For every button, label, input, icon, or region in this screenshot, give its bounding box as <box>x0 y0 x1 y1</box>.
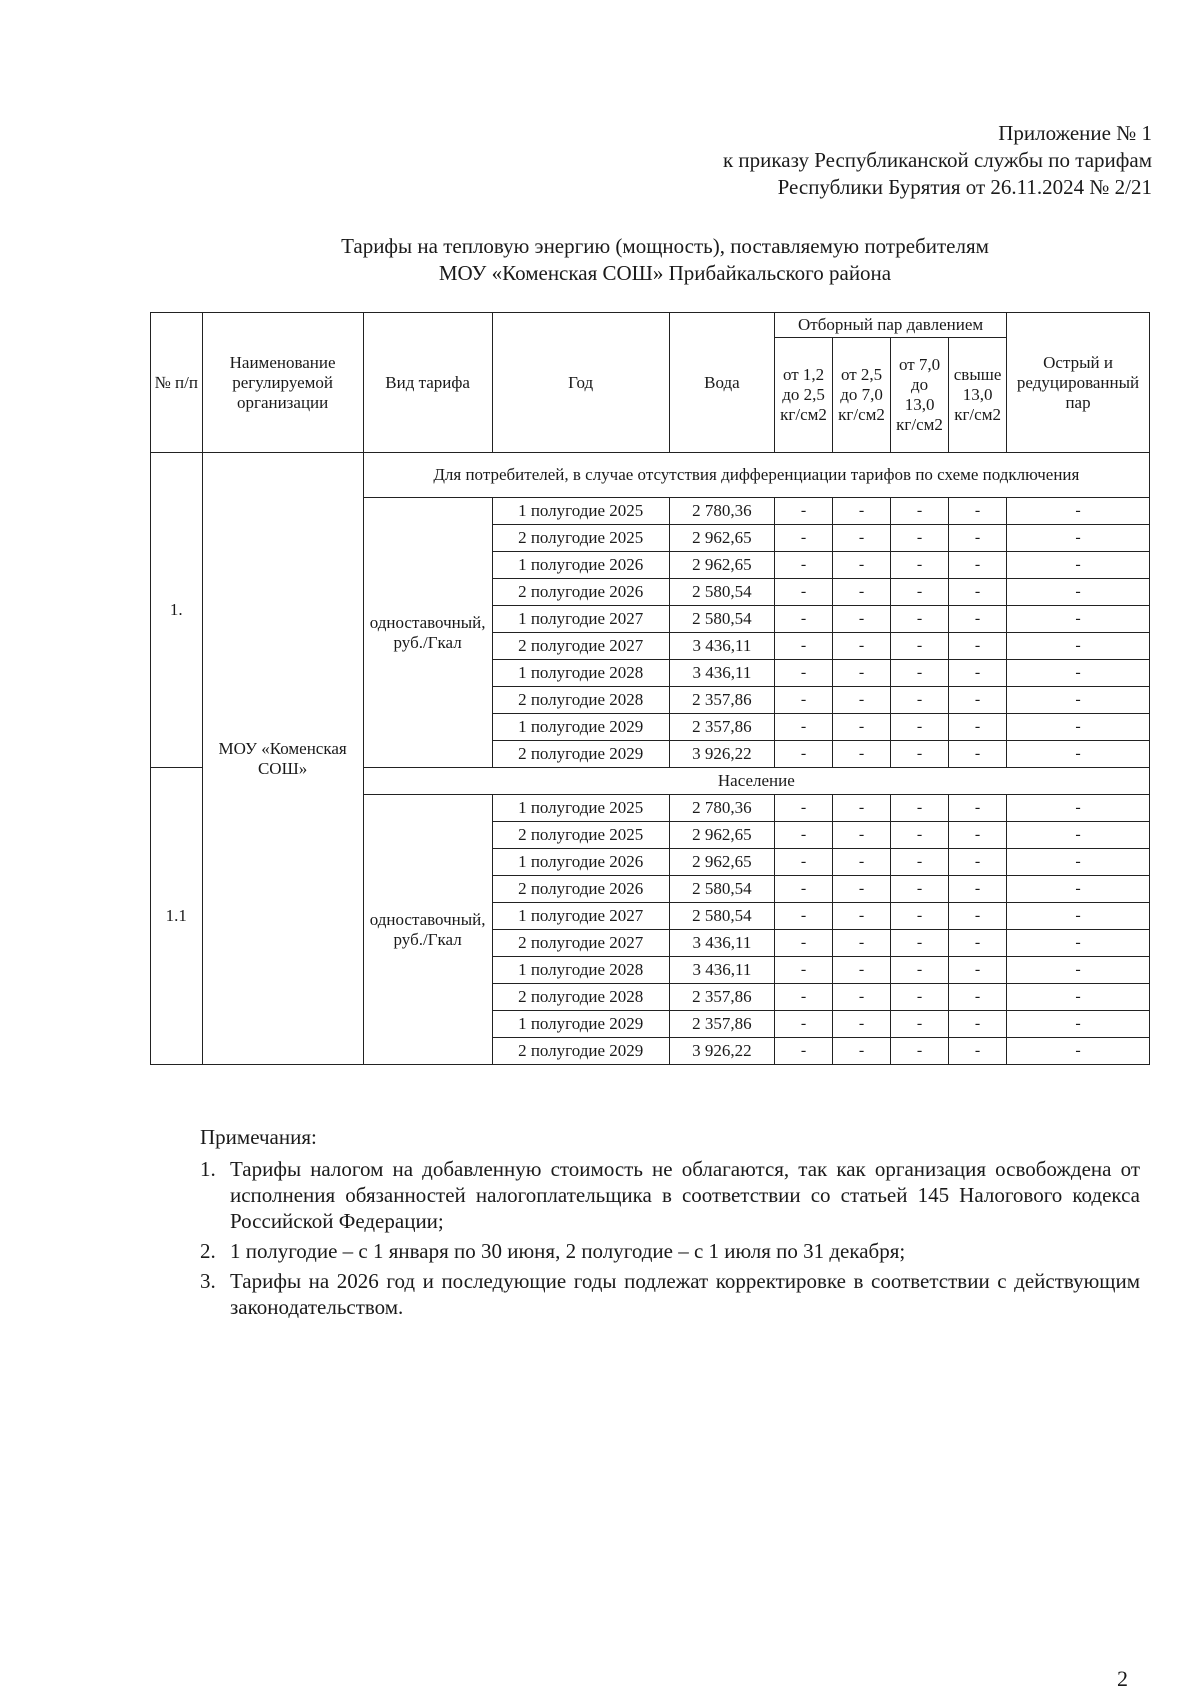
sharp-steam-tariff-cell: - <box>1007 849 1150 876</box>
sharp-steam-tariff-cell: - <box>1007 498 1150 525</box>
steam-tariff-cell: - <box>949 552 1007 579</box>
period-cell: 2 полугодие 2028 <box>492 984 669 1011</box>
steam-tariff-cell: - <box>775 714 833 741</box>
steam-tariff-cell: - <box>775 687 833 714</box>
header-steam-4: свыше 13,0 кг/см2 <box>949 338 1007 453</box>
water-tariff-cell: 3 926,22 <box>669 741 774 768</box>
steam-tariff-cell: - <box>775 903 833 930</box>
steam-tariff-cell: - <box>775 957 833 984</box>
steam-tariff-cell: - <box>891 606 949 633</box>
period-cell: 1 полугодие 2026 <box>492 552 669 579</box>
sharp-steam-tariff-cell: - <box>1007 876 1150 903</box>
water-tariff-cell: 3 436,11 <box>669 660 774 687</box>
steam-tariff-cell: - <box>775 498 833 525</box>
steam-tariff-cell: - <box>949 930 1007 957</box>
water-tariff-cell: 3 436,11 <box>669 930 774 957</box>
steam-tariff-cell: - <box>891 795 949 822</box>
note-text: Тарифы налогом на добавленную стоимость не облагаются, так как организация освобождена от исполнения обязанностей налогоплательщика в соответствии со статьей 145 Налогового кодекса Российской Федерации; <box>230 1157 1140 1233</box>
water-tariff-cell: 2 357,86 <box>669 1011 774 1038</box>
sharp-steam-tariff-cell: - <box>1007 1038 1150 1065</box>
period-cell: 2 полугодие 2027 <box>492 930 669 957</box>
steam-tariff-cell: - <box>891 714 949 741</box>
steam-tariff-cell: - <box>833 741 891 768</box>
steam-tariff-cell: - <box>833 660 891 687</box>
period-cell: 1 полугодие 2029 <box>492 714 669 741</box>
sharp-steam-tariff-cell: - <box>1007 1011 1150 1038</box>
steam-tariff-cell: - <box>891 984 949 1011</box>
steam-tariff-cell: - <box>949 741 1007 768</box>
header-year: Год <box>492 313 669 453</box>
note-number: 3. <box>200 1269 216 1293</box>
note-text: 1 полугодие – с 1 января по 30 июня, 2 полугодие – с 1 июля по 31 декабря; <box>230 1239 906 1263</box>
steam-tariff-cell: - <box>775 552 833 579</box>
steam-tariff-cell: - <box>891 552 949 579</box>
tariff-type: одноставочный, руб./Гкал <box>363 498 492 768</box>
steam-tariff-cell: - <box>949 903 1007 930</box>
steam-tariff-cell: - <box>775 930 833 957</box>
steam-tariff-cell: - <box>949 957 1007 984</box>
appendix-line-1: Приложение № 1 <box>998 121 1152 145</box>
header-steam-group: Отборный пар давлением <box>775 313 1007 338</box>
steam-tariff-cell: - <box>833 957 891 984</box>
steam-tariff-cell: - <box>833 984 891 1011</box>
period-cell: 1 полугодие 2026 <box>492 849 669 876</box>
period-cell: 2 полугодие 2028 <box>492 687 669 714</box>
steam-tariff-cell: - <box>833 687 891 714</box>
header-org: Наименование регулируемой организации <box>202 313 363 453</box>
steam-tariff-cell: - <box>891 1038 949 1065</box>
header-steam-2: от 2,5 до 7,0 кг/см2 <box>833 338 891 453</box>
water-tariff-cell: 2 962,65 <box>669 552 774 579</box>
steam-tariff-cell: - <box>949 795 1007 822</box>
steam-tariff-cell: - <box>949 1038 1007 1065</box>
steam-tariff-cell: - <box>833 930 891 957</box>
steam-tariff-cell: - <box>949 714 1007 741</box>
steam-tariff-cell: - <box>949 984 1007 1011</box>
period-cell: 1 полугодие 2029 <box>492 1011 669 1038</box>
section-label: Для потребителей, в случае отсутствия дифференциации тарифов по схеме подключения <box>363 453 1149 498</box>
header-water: Вода <box>669 313 774 453</box>
steam-tariff-cell: - <box>833 903 891 930</box>
period-cell: 2 полугодие 2025 <box>492 525 669 552</box>
header-steam-3: от 7,0 до 13,0 кг/см2 <box>891 338 949 453</box>
steam-tariff-cell: - <box>949 579 1007 606</box>
sharp-steam-tariff-cell: - <box>1007 687 1150 714</box>
water-tariff-cell: 2 780,36 <box>669 795 774 822</box>
sharp-steam-tariff-cell: - <box>1007 741 1150 768</box>
steam-tariff-cell: - <box>949 498 1007 525</box>
section-number: 1. <box>151 453 203 768</box>
steam-tariff-cell: - <box>775 660 833 687</box>
table-body <box>151 453 1150 1065</box>
sharp-steam-tariff-cell: - <box>1007 525 1150 552</box>
steam-tariff-cell: - <box>775 579 833 606</box>
title-line-2: МОУ «Коменская СОШ» Прибайкальского района <box>438 261 892 285</box>
steam-tariff-cell: - <box>891 1011 949 1038</box>
water-tariff-cell: 2 780,36 <box>669 498 774 525</box>
note-number: 1. <box>200 1157 216 1181</box>
tariff-type: одноставочный, руб./Гкал <box>363 795 492 1065</box>
steam-tariff-cell: - <box>833 633 891 660</box>
steam-tariff-cell: - <box>891 957 949 984</box>
document-title <box>150 233 1180 287</box>
steam-tariff-cell: - <box>775 606 833 633</box>
period-cell: 2 полугодие 2025 <box>492 822 669 849</box>
period-cell: 2 полугодие 2029 <box>492 1038 669 1065</box>
sharp-steam-tariff-cell: - <box>1007 930 1150 957</box>
steam-tariff-cell: - <box>891 741 949 768</box>
note-item <box>200 1238 1140 1264</box>
steam-tariff-cell: - <box>775 633 833 660</box>
steam-tariff-cell: - <box>833 714 891 741</box>
sharp-steam-tariff-cell: - <box>1007 903 1150 930</box>
water-tariff-cell: 3 436,11 <box>669 633 774 660</box>
tariff-table <box>150 312 1150 1065</box>
steam-tariff-cell: - <box>891 660 949 687</box>
sharp-steam-tariff-cell: - <box>1007 795 1150 822</box>
section-label: Население <box>363 768 1149 795</box>
steam-tariff-cell: - <box>775 1038 833 1065</box>
organization-name: МОУ «Коменская СОШ» <box>202 453 363 1065</box>
note-text: Тарифы на 2026 год и последующие годы подлежат корректировке в соответствии с действующим законодательством. <box>230 1269 1140 1319</box>
page-number: 2 <box>1117 1666 1128 1691</box>
period-cell: 1 полугодие 2025 <box>492 795 669 822</box>
steam-tariff-cell: - <box>891 930 949 957</box>
steam-tariff-cell: - <box>949 849 1007 876</box>
period-cell: 1 полугодие 2025 <box>492 498 669 525</box>
water-tariff-cell: 2 357,86 <box>669 687 774 714</box>
period-cell: 2 полугодие 2029 <box>492 741 669 768</box>
steam-tariff-cell: - <box>833 1011 891 1038</box>
sharp-steam-tariff-cell: - <box>1007 957 1150 984</box>
steam-tariff-cell: - <box>833 525 891 552</box>
header-num: № п/п <box>151 313 203 453</box>
water-tariff-cell: 2 962,65 <box>669 822 774 849</box>
header-steam-1: от 1,2 до 2,5 кг/см2 <box>775 338 833 453</box>
water-tariff-cell: 2 357,86 <box>669 714 774 741</box>
period-cell: 2 полугодие 2027 <box>492 633 669 660</box>
water-tariff-cell: 2 580,54 <box>669 903 774 930</box>
steam-tariff-cell: - <box>891 579 949 606</box>
steam-tariff-cell: - <box>833 849 891 876</box>
section-number: 1.1 <box>151 768 203 1065</box>
appendix-header <box>452 120 1152 201</box>
steam-tariff-cell: - <box>833 795 891 822</box>
appendix-line-3: Республики Бурятия от 26.11.2024 № 2/21 <box>777 175 1152 199</box>
sharp-steam-tariff-cell: - <box>1007 579 1150 606</box>
steam-tariff-cell: - <box>833 822 891 849</box>
period-cell: 1 полугодие 2028 <box>492 957 669 984</box>
steam-tariff-cell: - <box>775 795 833 822</box>
steam-tariff-cell: - <box>775 525 833 552</box>
steam-tariff-cell: - <box>949 822 1007 849</box>
steam-tariff-cell: - <box>891 849 949 876</box>
steam-tariff-cell: - <box>949 633 1007 660</box>
steam-tariff-cell: - <box>949 525 1007 552</box>
sharp-steam-tariff-cell: - <box>1007 606 1150 633</box>
steam-tariff-cell: - <box>949 687 1007 714</box>
steam-tariff-cell: - <box>949 606 1007 633</box>
steam-tariff-cell: - <box>775 849 833 876</box>
period-cell: 1 полугодие 2027 <box>492 903 669 930</box>
steam-tariff-cell: - <box>891 525 949 552</box>
steam-tariff-cell: - <box>833 552 891 579</box>
steam-tariff-cell: - <box>833 606 891 633</box>
steam-tariff-cell: - <box>891 687 949 714</box>
period-cell: 2 полугодие 2026 <box>492 876 669 903</box>
steam-tariff-cell: - <box>891 498 949 525</box>
water-tariff-cell: 2 962,65 <box>669 849 774 876</box>
water-tariff-cell: 3 926,22 <box>669 1038 774 1065</box>
steam-tariff-cell: - <box>775 822 833 849</box>
steam-tariff-cell: - <box>833 498 891 525</box>
water-tariff-cell: 3 436,11 <box>669 957 774 984</box>
water-tariff-cell: 2 580,54 <box>669 876 774 903</box>
steam-tariff-cell: - <box>775 741 833 768</box>
steam-tariff-cell: - <box>775 984 833 1011</box>
notes <box>200 1124 1140 1324</box>
header-tariff-type: Вид тарифа <box>363 313 492 453</box>
steam-tariff-cell: - <box>949 660 1007 687</box>
notes-title: Примечания: <box>200 1125 317 1149</box>
section-row <box>151 453 1150 498</box>
steam-tariff-cell: - <box>775 1011 833 1038</box>
period-cell: 1 полугодие 2028 <box>492 660 669 687</box>
note-number: 2. <box>200 1239 216 1263</box>
water-tariff-cell: 2 962,65 <box>669 525 774 552</box>
note-item <box>200 1268 1140 1320</box>
steam-tariff-cell: - <box>891 822 949 849</box>
period-cell: 1 полугодие 2027 <box>492 606 669 633</box>
sharp-steam-tariff-cell: - <box>1007 984 1150 1011</box>
sharp-steam-tariff-cell: - <box>1007 552 1150 579</box>
steam-tariff-cell: - <box>833 579 891 606</box>
sharp-steam-tariff-cell: - <box>1007 822 1150 849</box>
steam-tariff-cell: - <box>949 876 1007 903</box>
steam-tariff-cell: - <box>833 1038 891 1065</box>
note-item <box>200 1156 1140 1234</box>
steam-tariff-cell: - <box>775 876 833 903</box>
period-cell: 2 полугодие 2026 <box>492 579 669 606</box>
steam-tariff-cell: - <box>891 876 949 903</box>
water-tariff-cell: 2 580,54 <box>669 606 774 633</box>
notes-list <box>200 1156 1140 1320</box>
steam-tariff-cell: - <box>833 876 891 903</box>
water-tariff-cell: 2 580,54 <box>669 579 774 606</box>
sharp-steam-tariff-cell: - <box>1007 633 1150 660</box>
title-line-1: Тарифы на тепловую энергию (мощность), поставляемую потребителям <box>341 234 989 258</box>
appendix-line-2: к приказу Республиканской службы по тарифам <box>722 148 1152 172</box>
steam-tariff-cell: - <box>891 903 949 930</box>
sharp-steam-tariff-cell: - <box>1007 714 1150 741</box>
water-tariff-cell: 2 357,86 <box>669 984 774 1011</box>
steam-tariff-cell: - <box>891 633 949 660</box>
header-sharp-steam: Острый и редуцированный пар <box>1007 313 1150 453</box>
steam-tariff-cell: - <box>949 1011 1007 1038</box>
sharp-steam-tariff-cell: - <box>1007 660 1150 687</box>
